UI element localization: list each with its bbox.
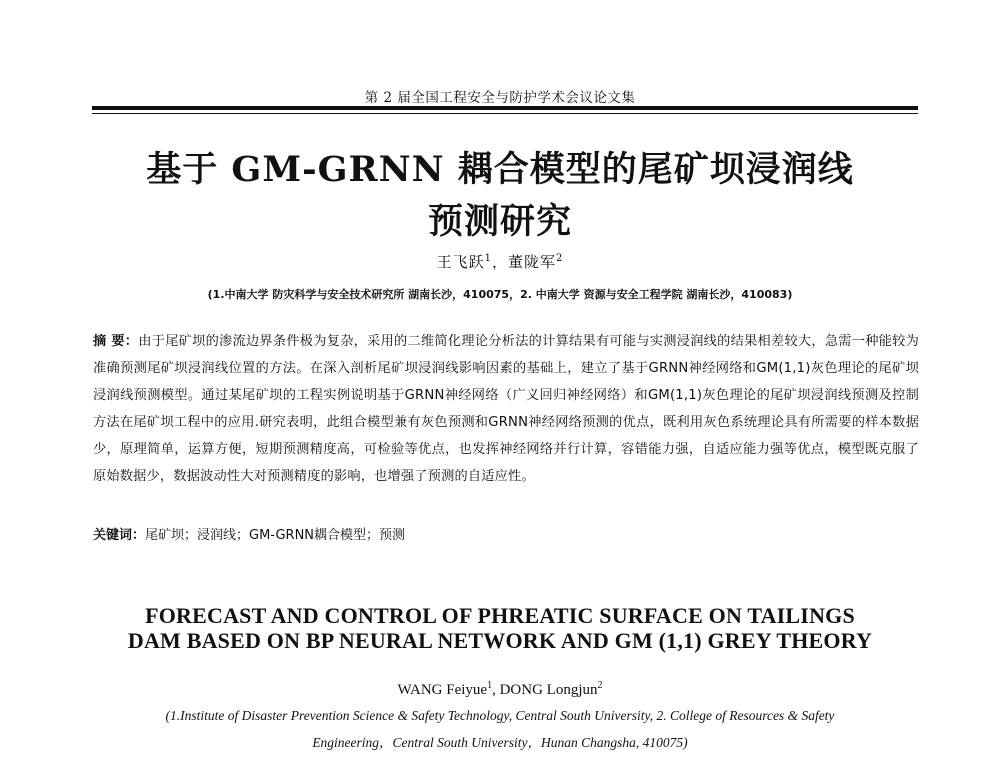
chinese-author-separator: ， xyxy=(491,253,508,271)
english-authors xyxy=(0,680,1000,699)
keywords-text: 尾矿坝；浸润线；GM-GRNN耦合模型；预测 xyxy=(145,528,406,543)
chinese-authors xyxy=(0,251,1000,272)
chinese-author-2: 董陇军 xyxy=(508,253,557,271)
chinese-affiliation: (1.中南大学 防灾科学与安全技术研究所 湖南长沙，410075，2. 中南大学 资源与安全工程学院 湖南长沙，410083) xyxy=(207,288,793,301)
keywords-label: 关键词： xyxy=(93,528,146,543)
chinese-author-1: 王飞跃 xyxy=(436,253,485,271)
english-author-1-affil-mark: 1 xyxy=(487,680,493,691)
english-title-line-2: DAM BASED ON BP NEURAL NETWORK AND GM (1,1) GREY THEORY xyxy=(127,628,873,653)
english-affiliation-line-2: Engineering，Central South University，Hunan Changsha, 410075) xyxy=(312,735,688,750)
chinese-title-line-2: 预测研究 xyxy=(427,201,572,242)
english-author-2-affil-mark: 2 xyxy=(597,680,603,691)
abstract-label: 摘 要： xyxy=(93,334,139,349)
english-author-separator: , xyxy=(492,682,500,698)
chinese-author-1-affil-mark: 1 xyxy=(484,253,492,264)
header-rule-thin xyxy=(92,113,918,114)
chinese-author-2-affil-mark: 2 xyxy=(556,253,564,264)
chinese-title-line-1: 基于 GM-GRNN 耦合模型的尾矿坝浸润线 xyxy=(146,149,854,190)
header-rule-thick xyxy=(92,106,918,110)
chinese-abstract xyxy=(93,328,919,490)
english-author-2: DONG Longjun xyxy=(499,682,598,698)
chinese-keywords xyxy=(93,524,919,543)
running-header: 第 2 届全国工程安全与防护学术会议论文集 xyxy=(364,90,636,106)
english-title-line-1: FORECAST AND CONTROL OF PHREATIC SURFACE ON TAILINGS xyxy=(145,603,855,628)
english-author-1: WANG Feiyue xyxy=(397,682,488,698)
english-affiliation-line-1: (1.Institute of Disaster Prevention Science & Safety Technology, Central South University, 2. College of Resources & Safety xyxy=(165,708,835,723)
abstract-text: 由于尾矿坝的渗流边界条件极为复杂，采用的二维简化理论分析法的计算结果有可能与实测浸润线的结果相差较大，急需一种能较为准确预测尾矿坝浸润线位置的方法。在深入剖析尾矿坝浸润线影响因素的基础上，建立了基于GRNN神经网络和GM(1,1)灰色理论的尾矿坝浸润线预测模型。通过某尾矿坝的工程实例说明基于GRNN神经网络（广义回归神经网络）和GM(1,1)灰色理论的尾矿坝浸润线预测及控制方法在尾矿坝工程中的应用.研究表明，此组合模型兼有灰色预测和GRNN神经网络预测的优点，既利用灰色系统理论具有所需要的样本数据少，原理简单，运算方便，短期预测精度高，可检验等优点，也发挥神经网络并行计算，容错能力强，自适应能力强等优点，模型既克服了原始数据少，数据波动性大对预测精度的影响，也增强了预测的自适应性。 xyxy=(93,334,919,484)
